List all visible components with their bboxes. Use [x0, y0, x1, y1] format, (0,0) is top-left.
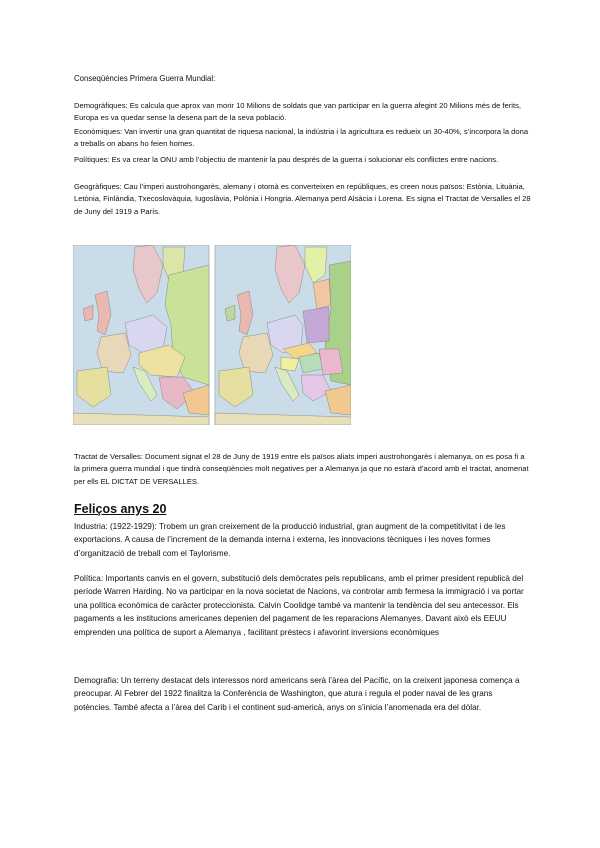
- paragraph-demografia: Demografia: Un terreny destacat dels interessos nord americans serà l’àrea del Pacífic, on la creixent japonesa comença a preocupar. Al Febrer del 1922 finalitza la Conferència de Washington, que atura i regula el poder naval de les grans potències. També afecta a l’àrea del Carib i el continent sud-americà, anys on s’inicia l’anomenada era del dòlar.: [74, 676, 520, 712]
- map-after-war: [215, 245, 351, 425]
- paragraph-politiques: Polítiques: Es va crear la ONU amb l’objectiu de mantenir la pau després de la guerra i solucionar els conflictes entre nacions.: [74, 155, 499, 164]
- section-heading-felicos-anys-20: Feliços anys 20: [74, 502, 167, 516]
- paragraph-tractat-versalles: Tractat de Versalles: Document signat el 28 de Juny de 1919 entre els països aliats imperi austrohongarès i alemanya, on es posa fi a la primera guerra mundial i que tindrà conseqüències molt negatives per a Alemanya ja que no estarà d’acord amb el tractat, anomenat per ells EL DICTAT DE VERSALLES.: [74, 452, 529, 486]
- europe-maps-image: [73, 245, 351, 425]
- paragraph-industria: Industria: (1922-1929): Trobem un gran creixement de la producció industrial, gran augment de la competitivitat i de les exportacions. A causa de l’increment de la demanda interna i externa, les innovacions tècniques i les noves formes d’organització de treball com el Taylorisme.: [74, 522, 506, 558]
- map-before-war: [73, 245, 209, 425]
- paragraph-geografiques: Geogràfiques: Cau l’imperi austrohongarès, alemany i otomà es converteixen en repúbliques, es creen nous països: Estònia, Lituània, Letònia, Finlàndia, Txecoslovàquia, Iugoslàvia, Polònia i Hongria. Alemanya perd Alsàcia i Lorena. Es signa el Tractat de Versalles el 28 de Juny del 1919 a París.: [74, 182, 531, 216]
- page-title: Conseqüències Primera Guerra Mundial:: [74, 74, 216, 83]
- paragraph-politica: Política: Importants canvis en el govern, substitució dels demòcrates pels republicans, amb el primer president republicà del període Warren Harding. No va participar en la nova societat de Nacions, va controlar amb fermesa la immigració i va portar una política econòmica de caràcter proteccionista. Calvin Coolidge també va mantenir la tendència del seu antecessor. Els pagaments a les institucions americanes depenien del pagament de les reparacions Alemanyes. Davant això els EEUU emprenden una política de suport a Alemanya , facilitant préstecs i afavorint inversions econòmiques: [74, 574, 524, 637]
- paragraph-demografiques: Demogràfiques: Es calcula que aprox van morir 10 Milions de soldats que van participar en la guerra afegint 20 Milions més de ferits, Europa es va quedar sense la desena part de la seva població.: [74, 101, 521, 123]
- paragraph-economiques: Econòmiques: Van invertir una gran quantitat de riquesa nacional, la indústria i la agricultura es redueix un 30-40%, s’incorpora la dona a treballs on abans ho feien homes.: [74, 127, 529, 149]
